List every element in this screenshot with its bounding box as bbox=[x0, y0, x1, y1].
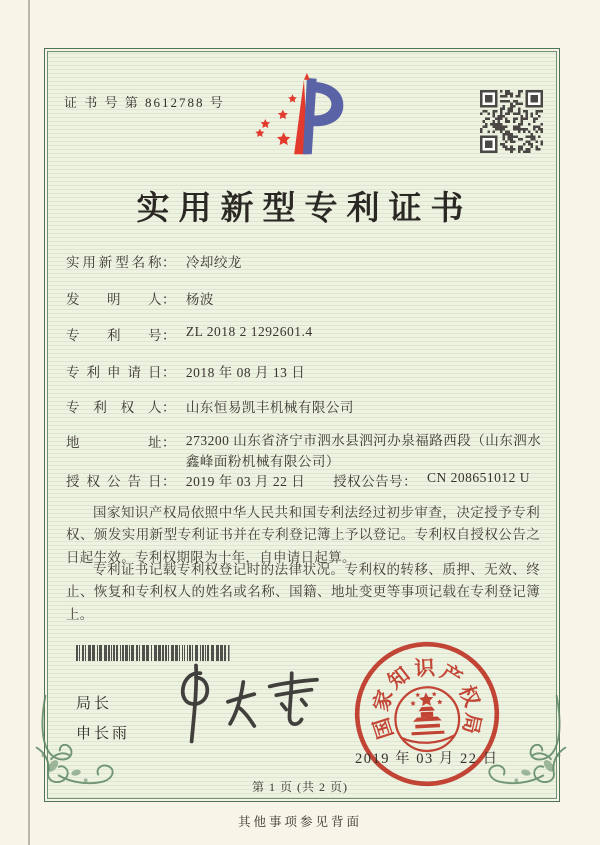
seal-char: 国 bbox=[370, 714, 398, 742]
grant-no-pair bbox=[333, 470, 531, 489]
page-number: 第 1 页 (共 2 页) bbox=[252, 780, 348, 794]
grant-date-value: 2019 年 03 月 22 日 bbox=[185, 474, 306, 489]
cnipa-seal-icon bbox=[346, 633, 508, 795]
seal-char: 产 bbox=[436, 661, 466, 691]
field-row-address bbox=[66, 431, 548, 473]
certificate-title: 实用新型专利证书 bbox=[136, 191, 473, 227]
seal-char: 家 bbox=[370, 687, 398, 714]
body-paragraph-2: 专利证书记载专利权登记时的法律状况。专利权的转移、质押、无效、终止、恢复和专利权人的姓名或名称、国籍、地址变更等事项记载在专利登记簿上。 bbox=[66, 562, 540, 622]
cnipa-logo-icon bbox=[252, 68, 350, 168]
field-value: 273200 山东省济宁市泗水县泗河办泉福路西段（山东泗水鑫峰面粉机械有限公司） bbox=[185, 433, 542, 469]
field-label: 专利申请日 bbox=[66, 365, 162, 380]
body-paragraph-1: 国家知识产权局依照中华人民共和国专利法经过初步审查，决定授予专利权、颁发实用新型专利证书并在专利登记簿上予以登记。专利权自授权公告之日起生效。专利权期限为十年，自申请日起算。 bbox=[66, 505, 540, 565]
label-colon: ： bbox=[162, 292, 176, 307]
barcode-icon bbox=[76, 645, 231, 661]
label-colon: ： bbox=[162, 365, 176, 380]
national-emblem-icon bbox=[394, 686, 461, 753]
director-title: 局长 bbox=[76, 696, 113, 712]
field-row-filing-date bbox=[66, 361, 305, 381]
label-colon: ： bbox=[162, 328, 176, 343]
field-label: 实用新型名称 bbox=[66, 255, 162, 270]
back-side-note: 其他事项参见背面 bbox=[237, 815, 362, 829]
field-label: 地址 bbox=[66, 435, 162, 450]
certificate-number: 证 书 号 第 8612788 号 bbox=[64, 95, 225, 110]
field-label: 专利权人 bbox=[66, 400, 162, 415]
label-colon: ： bbox=[162, 255, 176, 270]
field-row-patentee bbox=[66, 396, 354, 416]
field-row-patent-no bbox=[66, 324, 313, 344]
handwritten-signature-icon bbox=[163, 660, 328, 748]
label-colon: ： bbox=[162, 400, 176, 415]
field-label: 专利号 bbox=[66, 328, 162, 343]
seal-date: 2019 年 03 月 22 日 bbox=[355, 751, 499, 767]
field-value: 山东恒易凯丰机械有限公司 bbox=[185, 400, 354, 415]
field-row-name bbox=[66, 251, 242, 271]
field-value: 冷却绞龙 bbox=[185, 255, 242, 270]
field-value: 2018 年 08 月 13 日 bbox=[185, 365, 306, 380]
label-colon: ： bbox=[162, 474, 176, 489]
field-label: 授权公告号 bbox=[333, 474, 404, 489]
grant-no-value: CN 208651012 U bbox=[427, 470, 531, 485]
field-value: ZL 2018 2 1292601.4 bbox=[185, 324, 313, 339]
qr-code-icon bbox=[478, 90, 545, 153]
field-label: 发明人 bbox=[66, 292, 162, 307]
seal-char: 局 bbox=[458, 711, 484, 736]
field-row-inventor bbox=[66, 288, 214, 308]
seal-char: 权 bbox=[454, 682, 483, 711]
field-row-grant bbox=[66, 470, 530, 490]
seal-char: 识 bbox=[413, 657, 436, 681]
director-name: 申长雨 bbox=[76, 726, 131, 742]
label-colon: ： bbox=[403, 474, 418, 489]
field-label: 授权公告日 bbox=[66, 474, 162, 489]
seal-char: 知 bbox=[384, 663, 415, 694]
label-colon: ： bbox=[162, 435, 176, 450]
field-value: 杨波 bbox=[185, 292, 214, 307]
